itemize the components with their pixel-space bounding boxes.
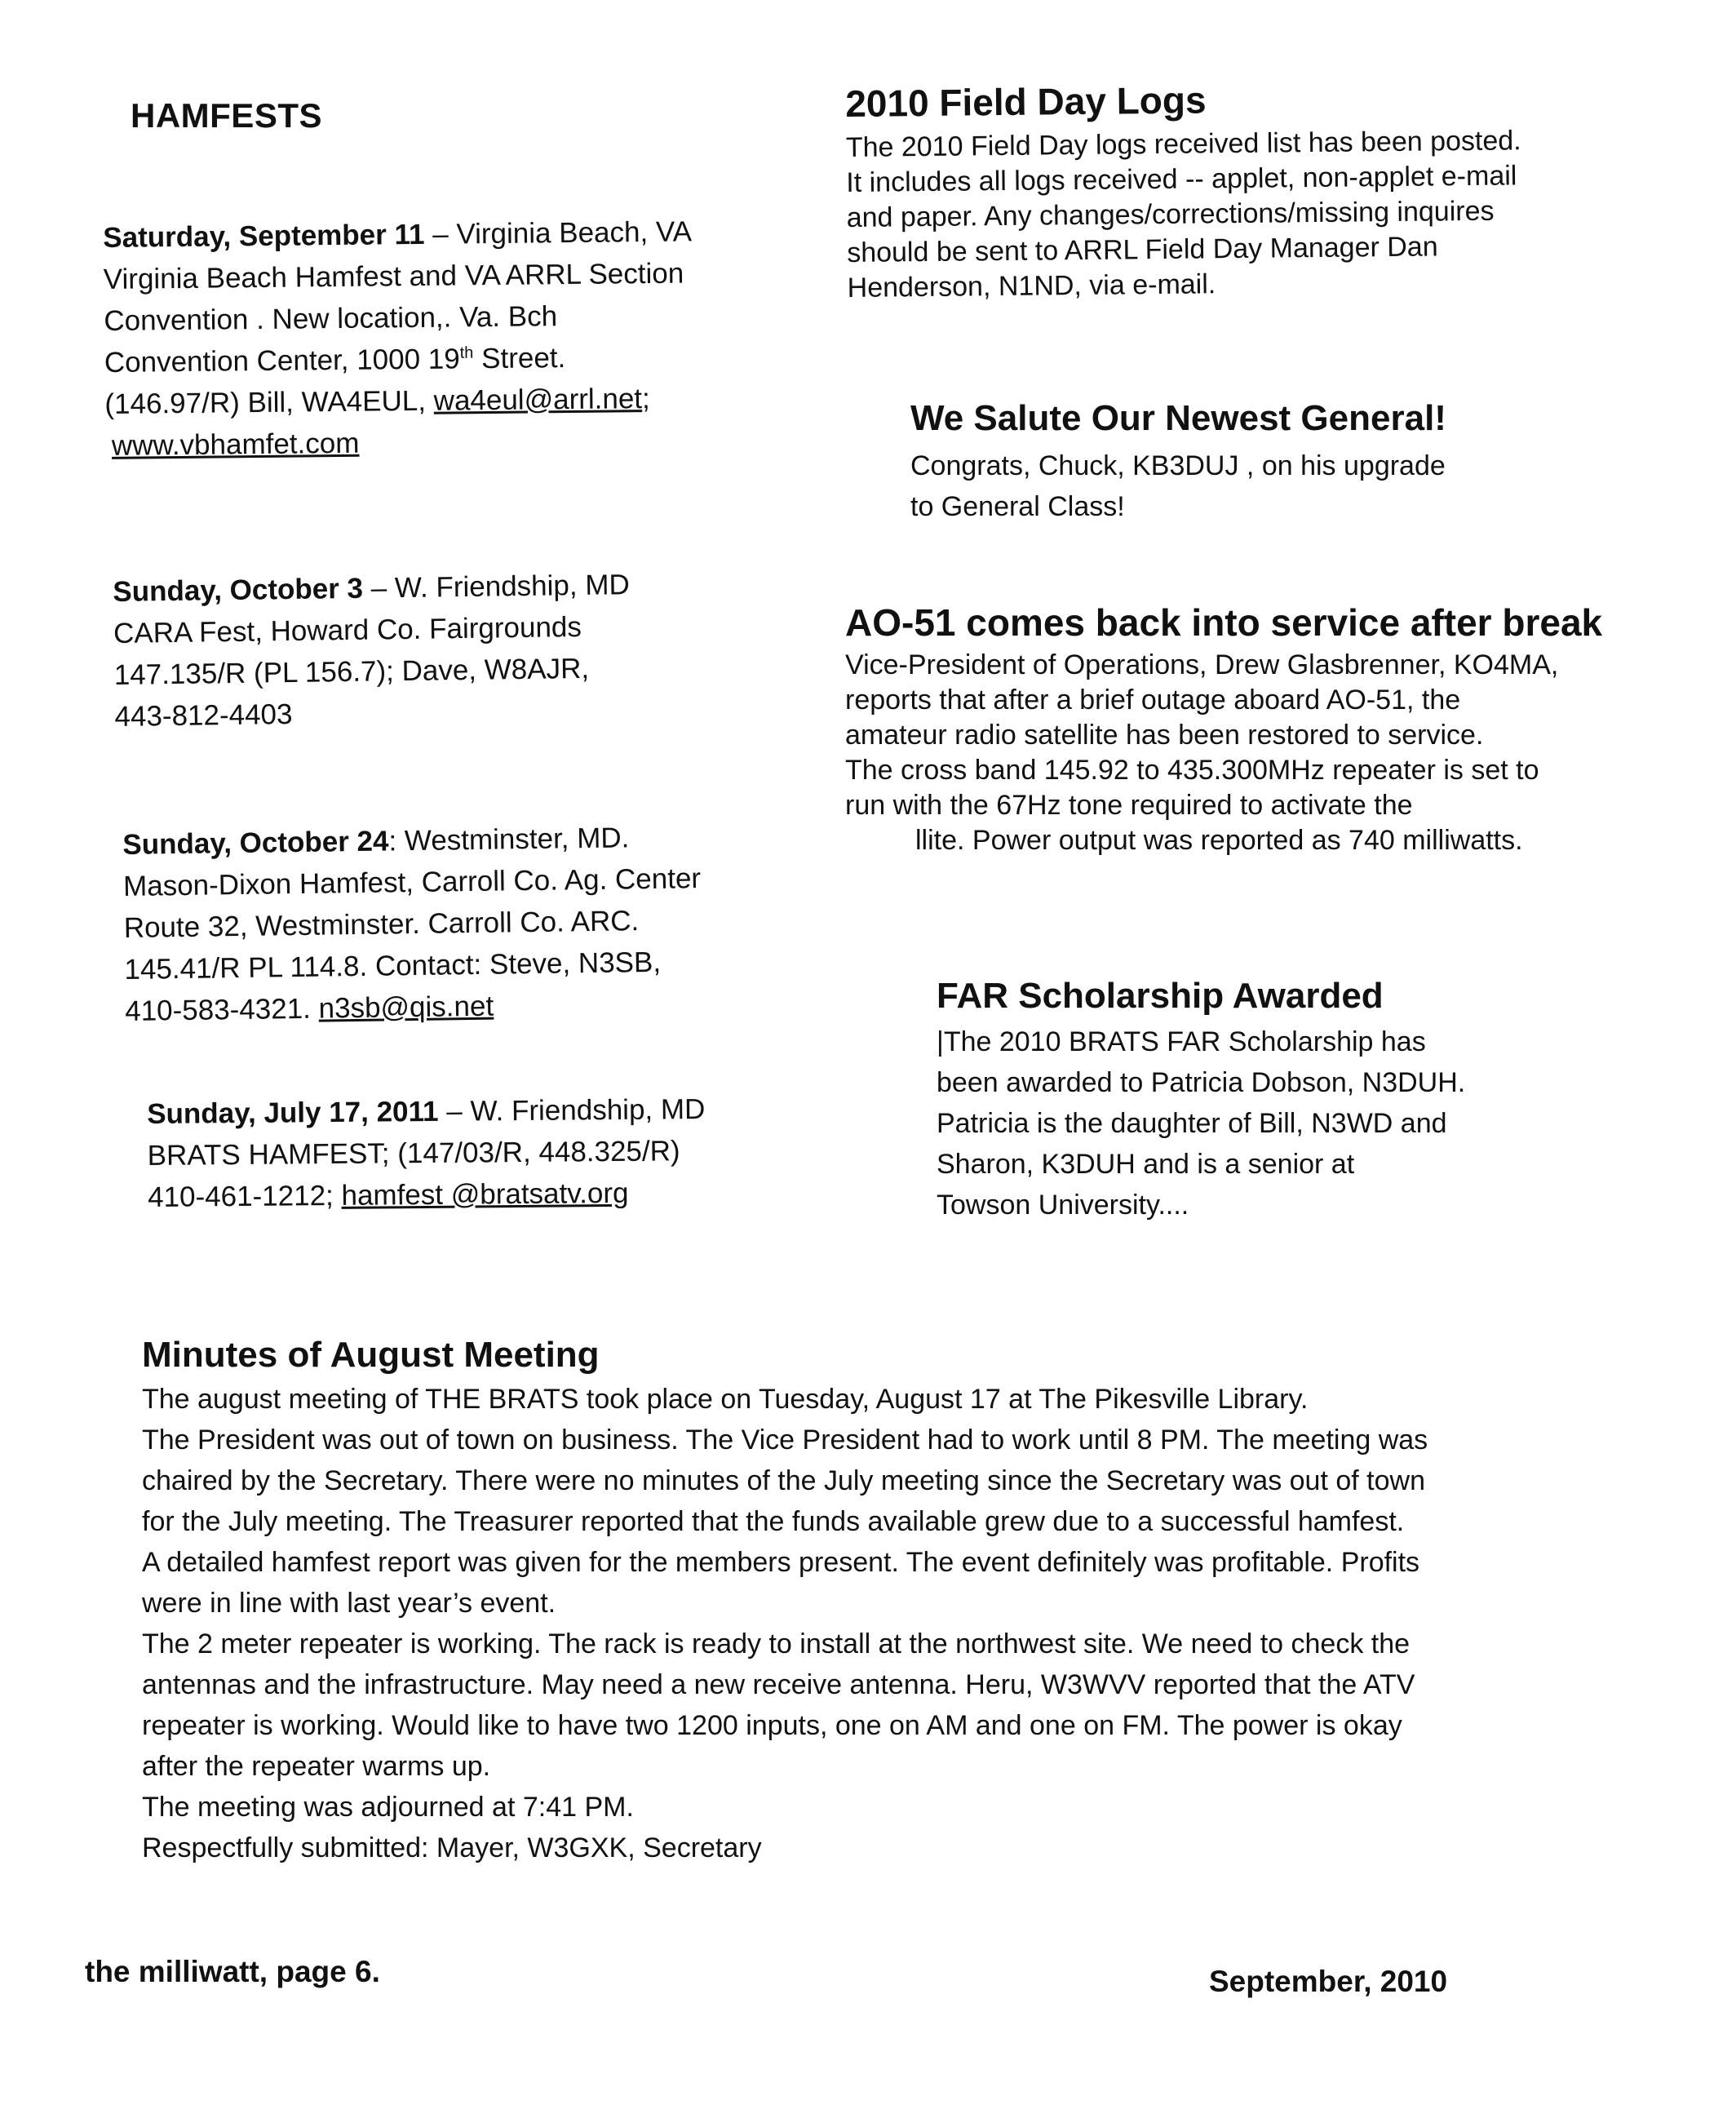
field-day-article [845, 74, 1523, 306]
minutes-line: chaired by the Secretary. There were no minutes of the July meeting since the Secretary was out of town [142, 1465, 1425, 1496]
article-line: The cross band 145.92 to 435.300MHz repeater is set to [845, 755, 1539, 786]
event-header: Sunday, October 3 – W. Friendship, MD [113, 569, 631, 608]
minutes-line: after the repeater warms up. [142, 1751, 491, 1782]
website-link-row [105, 419, 694, 467]
minutes-line: The President was out of town on business. The Vice President had to work until 8 PM. The meeting was [142, 1425, 1428, 1456]
article-line: to General Class! [910, 491, 1125, 522]
minutes-heading: Minutes of August Meeting [142, 1335, 600, 1375]
minutes-article [142, 1335, 1428, 1868]
event-line: 443-812-4403 [114, 698, 293, 733]
article-line: It includes all logs received -- applet, non-applet e-mail [846, 160, 1517, 198]
footer-page-label: the milliwatt, page 6. [85, 1955, 380, 1988]
minutes-line: The 2 meter repeater is working. The rack is ready to install at the northwest site. We need to check the [142, 1628, 1410, 1659]
article-line: llite. Power output was reported as 740 milliwatts. [915, 825, 1523, 856]
article-line: Henderson, N1ND, via e-mail. [847, 268, 1216, 304]
article-line: amateur radio satellite has been restored to service. [845, 720, 1484, 751]
article-line: Sharon, K3DUH and is a senior at [937, 1149, 1355, 1180]
event-line: 147.135/R (PL 156.7); Dave, W8AJR, [113, 652, 590, 691]
event-date: Sunday, October 24 [122, 825, 389, 861]
ao51-article [845, 600, 1602, 858]
email-link[interactable]: hamfest @bratsatv.org [341, 1176, 629, 1212]
event-date: Sunday, October 3 [113, 572, 364, 608]
website-link[interactable]: www.vbhamfet.com [111, 427, 360, 462]
hamfest-event-virginia-beach [103, 210, 694, 467]
event-line: Mason-Dixon Hamfest, Carroll Co. Ag. Center [122, 862, 702, 902]
minutes-line: repeater is working. Would like to have two 1200 inputs, one on AM and one on FM. The power is okay [142, 1710, 1402, 1741]
hamfests-heading: HAMFESTS [131, 96, 322, 135]
ao51-heading: AO-51 comes back into service after break [845, 601, 1603, 644]
salute-article [910, 398, 1446, 527]
event-contact: (146.97/R) Bill, WA4EUL, wa4eul@arrl.net; [104, 382, 650, 420]
event-header: Sunday, July 17, 2011 – W. Friendship, MD [147, 1093, 706, 1130]
minutes-line: A detailed hamfest report was given for the members present. The event definitely was profitable. Profits [142, 1547, 1420, 1578]
minutes-line: antennas and the infrastructure. May need a new receive antenna. Heru, W3WVV reported that the ATV [142, 1669, 1415, 1700]
event-line: CARA Fest, Howard Co. Fairgrounds [113, 610, 582, 649]
minutes-line: for the July meeting. The Treasurer reported that the funds available grew due to a successful hamfest. [142, 1506, 1405, 1537]
article-line: been awarded to Patricia Dobson, N3DUH. [937, 1067, 1466, 1098]
article-line: should be sent to ARRL Field Day Manager Dan [847, 231, 1438, 268]
event-header: Sunday, October 24: Westminster, MD. [122, 822, 630, 861]
event-location: W. Friendship, MD [470, 1093, 706, 1128]
article-line: Patricia is the daughter of Bill, N3WD and [937, 1108, 1447, 1139]
minutes-line: The meeting was adjourned at 7:41 PM. [142, 1792, 634, 1823]
event-contact: 410-461-1212; hamfest @bratsatv.org [147, 1176, 629, 1213]
article-line: and paper. Any changes/corrections/missing inquires [846, 195, 1495, 233]
event-line: Convention . New location,. Va. Bch [104, 300, 558, 337]
event-location: W. Friendship, MD [394, 569, 631, 605]
hamfest-event-cara-fest [113, 564, 631, 738]
article-line: Towson University.... [937, 1190, 1189, 1221]
scholarship-heading: FAR Scholarship Awarded [937, 976, 1384, 1016]
event-line: BRATS HAMFEST; (147/03/R, 448.325/R) [147, 1135, 680, 1172]
article-line: Congrats, Chuck, KB3DUJ , on his upgrade [910, 450, 1446, 481]
event-address: Convention Center, 1000 19th Street. [104, 342, 566, 379]
event-location: Virginia Beach, VA [456, 215, 693, 250]
email-link[interactable]: n3sb@qis.net [318, 990, 494, 1025]
event-date: Sunday, July 17, 2011 [147, 1095, 439, 1130]
event-line: Route 32, Westminster. Carroll Co. ARC. [123, 905, 640, 944]
salute-heading: We Salute Our Newest General! [910, 398, 1446, 438]
article-line: reports that after a brief outage aboard AO-51, the [845, 685, 1461, 716]
article-line: The 2010 Field Day logs received list has been posted. [845, 125, 1521, 163]
hamfest-event-brats [147, 1088, 706, 1218]
event-header: Saturday, September 11 – Virginia Beach, VA [103, 215, 693, 254]
hamfest-event-mason-dixon [122, 816, 703, 1032]
email-link[interactable]: wa4eul@arrl.net [433, 383, 643, 417]
event-location: Westminster, MD. [404, 822, 630, 857]
event-line: 145.41/R PL 114.8. Contact: Steve, N3SB, [124, 946, 662, 986]
event-line: Virginia Beach Hamfest and VA ARRL Section [103, 257, 684, 295]
minutes-line: were in line with last year’s event. [142, 1588, 556, 1619]
event-contact: 410-583-4321. n3sb@qis.net [124, 990, 494, 1027]
event-date: Saturday, September 11 [103, 218, 425, 254]
minutes-line: Respectfully submitted: Mayer, W3GXK, Secretary [142, 1832, 762, 1863]
article-line: run with the 67Hz tone required to activate the [845, 790, 1413, 821]
scholarship-article [937, 976, 1465, 1225]
footer-date: September, 2010 [1209, 1965, 1448, 1998]
minutes-line: The august meeting of THE BRATS took place on Tuesday, August 17 at The Pikesville Library. [142, 1384, 1309, 1415]
field-day-heading: 2010 Field Day Logs [845, 78, 1207, 125]
article-line: |The 2010 BRATS FAR Scholarship has [937, 1026, 1426, 1057]
article-line: Vice-President of Operations, Drew Glasbrenner, KO4MA, [845, 649, 1559, 680]
